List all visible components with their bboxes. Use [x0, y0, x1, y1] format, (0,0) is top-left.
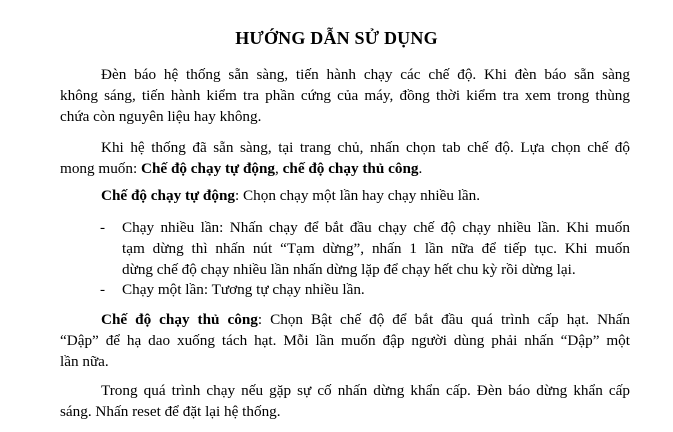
document-title: HƯỚNG DẪN SỬ DỤNG	[235, 28, 438, 48]
paragraph-line: Trong quá trình chạy nếu gặp sự cố nhấn dừng khẩn cấp. Đèn báo dừng khẩn cấp	[101, 382, 630, 399]
bold-manual-mode: chế độ chạy thủ công	[282, 160, 419, 177]
bold-auto-mode: Chế độ chạy tự động	[141, 160, 276, 177]
paragraph-line: Khi hệ thống đã sẵn sàng, tại trang chủ, nhấn chọn tab chế độ. Lựa chọn chế độ	[101, 139, 630, 156]
paragraph-line: Đèn báo hệ thống sẵn sàng, tiến hành chạy các chế độ. Khi đèn báo sẵn sàng	[101, 66, 630, 83]
paragraph-line	[60, 309, 630, 330]
heading-auto-mode: Chế độ chạy tự động	[101, 187, 236, 204]
bullet-dash: -	[100, 219, 106, 236]
paragraph-select-mode	[60, 137, 630, 179]
bullet-single-run	[122, 279, 630, 300]
paragraph-emergency-stop	[60, 380, 630, 422]
bullet-line: dừng chế độ chạy nhiều lần nhấn dừng lặp để chạy hết chu kỳ rồi dừng lại.	[122, 261, 576, 278]
bullet-line: tạm dừng thì nhấn nút “Tạm dừng”, nhấn 1 lần nữa để tiếp tục. Khi muốn	[122, 240, 630, 257]
bullet-dash: -	[100, 281, 106, 298]
paragraph-line: lần nữa.	[60, 353, 109, 370]
paragraph-line: không sáng, tiến hành kiểm tra phần cứng của máy, đồng thời kiểm tra xem trong thùng	[60, 87, 630, 104]
text-segment: ,	[275, 160, 283, 177]
text-segment: .	[418, 160, 423, 177]
paragraph-ready-light	[60, 64, 630, 127]
paragraph-line: “Dập” để hạ dao xuống tách hạt. Mỗi lần muốn đập người dùng phải nhấn “Dập” một	[60, 332, 630, 349]
bullet-multi-run	[122, 217, 630, 280]
bullet-line: Chạy nhiều lần: Nhấn chạy để bắt đầu chạy chế độ chạy nhiều lần. Khi muốn	[122, 219, 630, 236]
paragraph-line: chứa còn nguyên liệu hay không.	[60, 108, 262, 125]
paragraph-manual-mode	[60, 309, 630, 372]
text-segment: : Chọn chạy một lần hay chạy nhiều lần.	[235, 187, 481, 204]
paragraph-auto-mode	[60, 185, 630, 206]
text-segment: mong muốn:	[60, 160, 142, 177]
paragraph-line: sáng. Nhấn reset để đặt lại hệ thống.	[60, 403, 281, 420]
text-segment: : Chọn Bật chế độ để bắt đầu quá trình cấp hạt. Nhấn	[257, 311, 630, 328]
paragraph-line	[60, 158, 630, 179]
heading-manual-mode: Chế độ chạy thủ công	[101, 311, 258, 328]
paragraph-line	[60, 185, 630, 206]
bullet-line: Chạy một lần: Tương tự chạy nhiều lần.	[122, 281, 365, 298]
